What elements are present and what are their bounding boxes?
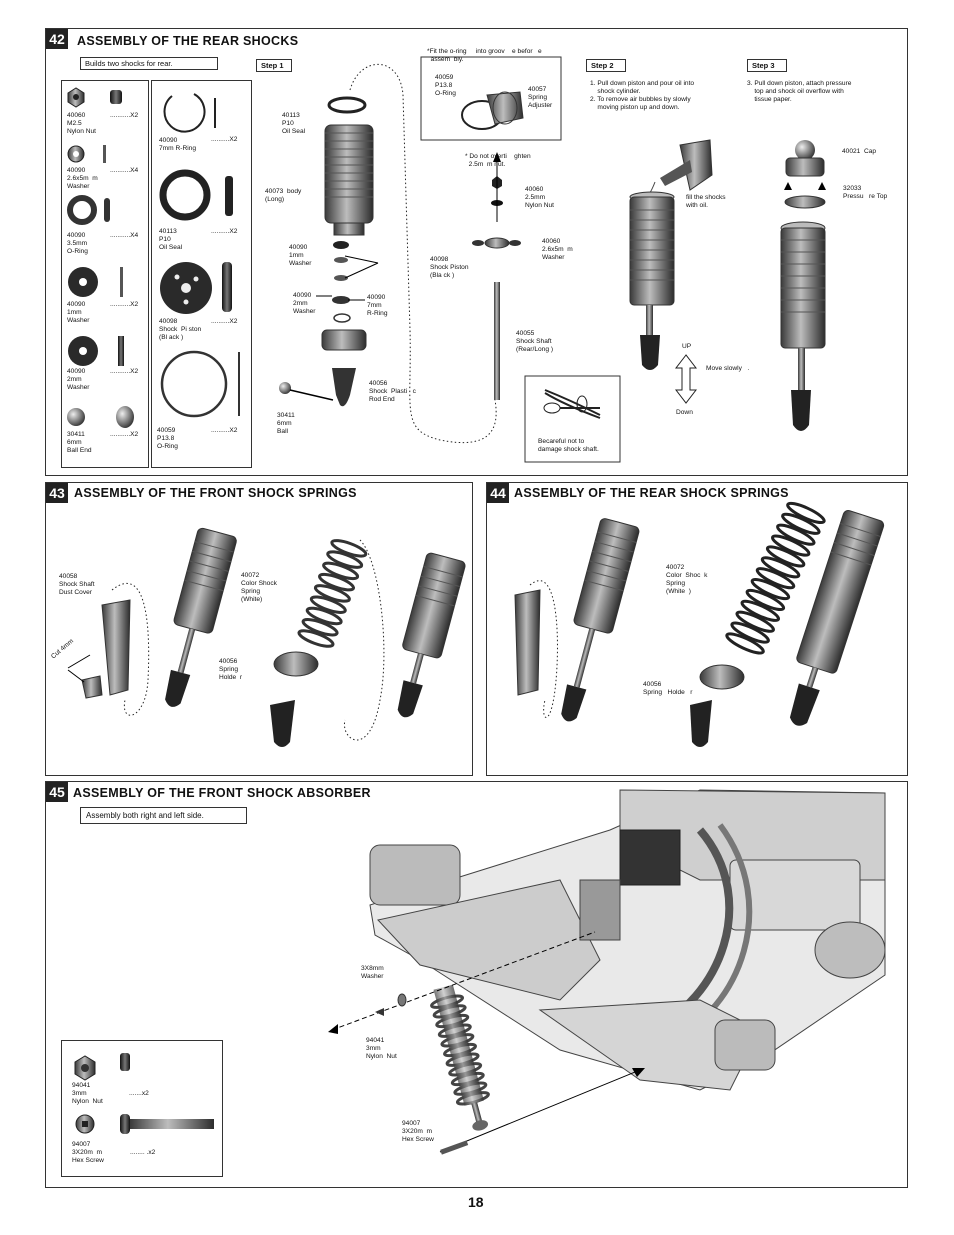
part-label: 40090 1mm Washer	[67, 301, 90, 324]
part-qty: ..........X2	[211, 427, 238, 434]
rodend-callout: 40056 Shock Plasti c Rod End	[369, 380, 416, 403]
nut-callout: 40060 2.5mm Nylon Nut	[525, 186, 554, 209]
shaft-callout: 40055 Shock Shaft (Rear/Long )	[516, 330, 554, 353]
part-qty: ..........X2	[211, 136, 238, 143]
part-qty: ...........X4	[110, 167, 139, 174]
section-44-panel	[486, 482, 908, 776]
page-number: 18	[468, 1194, 484, 1210]
step-2-text: 1. Pull down piston and pour oil into shock cylinder. 2. To remove air bubbles by slowly moving piston up and down.	[590, 80, 695, 111]
washer-1mm-callout: 40090 1mm Washer	[289, 244, 312, 267]
step-number-44: 44	[487, 483, 509, 503]
shock-cap-icon	[784, 140, 826, 208]
part-qty: ..........X2	[211, 228, 238, 235]
step-3-text: 3. Pull down piston, attach pressure top and shock oil overflow with tissue paper.	[747, 80, 852, 103]
part-label: 40059 P13.8 O-Ring	[157, 427, 178, 450]
spring-44-callout: 40072 Color Shoc k Spring (White )	[666, 564, 708, 595]
nut-45-callout: 94041 3mm Nylon Nut	[366, 1037, 397, 1060]
part-qty: ...........X2	[110, 112, 139, 119]
o-ring-p13-icon	[162, 352, 240, 416]
part-label: 40090 3.5mm O-Ring	[67, 232, 88, 255]
shock-shaft-exploded	[472, 152, 521, 400]
washer-icon	[68, 145, 106, 163]
section-42-note: Builds two shocks for rear.	[80, 57, 218, 70]
step-1-label: Step 1	[256, 59, 292, 72]
washer-26-callout: 40060 2.6x5m m Washer	[542, 238, 573, 261]
part-label: 30411 6mm Ball End	[67, 431, 92, 454]
up-down-arrow-icon	[676, 355, 696, 403]
r-ring-icon	[165, 94, 216, 132]
oring-note: *Fit the o-ring into groov e befor e assem bly.	[427, 48, 542, 63]
ball-callout: 30411 6mm Ball	[277, 412, 295, 435]
section-44-title: ASSEMBLY OF THE REAR SHOCK SPRINGS	[514, 486, 789, 500]
part-qty: ...........X2	[110, 301, 139, 308]
part-label: 40098 Shock Pi ston (Bl ack )	[159, 318, 202, 341]
part-label: 94007 3X20m m Hex Screw	[72, 1141, 104, 1164]
section-45-note: Assembly both right and left side.	[80, 807, 247, 824]
washer-1mm-icon	[68, 267, 123, 297]
pressure-top-callout: 32033 Pressu re Top	[843, 185, 888, 200]
section-43-panel	[45, 482, 473, 776]
part-qty: ........ .x2	[130, 1149, 156, 1156]
up-label: UP	[682, 343, 692, 350]
o-ring-icon	[70, 198, 110, 222]
overtighten-note: * Do not overti ghten 2.5m m nut.	[465, 153, 531, 168]
step-number-43: 43	[46, 483, 68, 503]
step-number-42: 42	[46, 29, 68, 49]
part-qty: ...........X2	[110, 431, 139, 438]
down-label: Down	[676, 409, 693, 416]
section-43-title: ASSEMBLY OF THE FRONT SHOCK SPRINGS	[74, 486, 357, 500]
part-label: 40090 2mm Washer	[67, 368, 90, 391]
shock-filling	[630, 192, 674, 370]
part-qty: .......x2	[129, 1090, 149, 1097]
part-qty: ...........X4	[110, 232, 139, 239]
step-number-45: 45	[46, 782, 68, 802]
step-3-label: Step 3	[747, 59, 787, 72]
careful-note: Becareful not to damage shock shaft.	[538, 438, 599, 453]
dust-cover-callout: 40058 Shock Shaft Dust Cover	[59, 573, 95, 596]
part-label: 40113 P10 Oil Seal	[159, 228, 183, 251]
rring-callout: 40090 7mm R-Ring	[367, 294, 388, 317]
holder-callout: 40056 Spring Holde r	[219, 658, 243, 681]
cut-note: Cut 4mm	[50, 637, 75, 661]
shock-piston-icon	[160, 262, 232, 314]
holder-44-callout: 40056 Spring Holde r	[643, 681, 693, 696]
step-2-label: Step 2	[586, 59, 626, 72]
oil-bottle-icon	[648, 140, 712, 196]
nylon-nut-icon	[68, 88, 122, 107]
section-45-title: ASSEMBLY OF THE FRONT SHOCK ABSORBER	[73, 786, 371, 800]
part-qty: ..........X2	[211, 318, 238, 325]
cap-callout: 40021 Cap	[842, 148, 877, 155]
body-callout: 40073 body (Long)	[265, 188, 302, 203]
fill-note: fill the shocks with oil.	[686, 194, 726, 209]
spring-callout: 40072 Color Shock Spring (White)	[241, 572, 277, 603]
screw-45-callout: 94007 3X20m m Hex Screw	[402, 1120, 434, 1143]
oil-seal-icon	[163, 173, 233, 217]
washer-45-callout: 3X8mm Washer	[361, 965, 384, 980]
washer-2mm-callout: 40090 2mm Washer	[293, 292, 316, 315]
oilseal-callout: 40113 P10 Oil Seal	[282, 112, 306, 135]
oring-callout: 40059 P13.8 O-Ring	[435, 74, 456, 97]
part-label: 94041 3mm Nylon Nut	[72, 1082, 103, 1105]
ball-end-icon	[67, 406, 134, 428]
piston-callout: 40098 Shock Piston (Bla ck )	[430, 256, 469, 279]
part-qty: ...........X2	[110, 368, 139, 375]
adjuster-callout: 40057 Spring Adjuster	[528, 86, 553, 109]
part-label: 40090 7mm R-Ring	[159, 137, 197, 152]
part-label: 40060 M2.5 Nylon Nut	[67, 112, 96, 135]
section-42-title: ASSEMBLY OF THE REAR SHOCKS	[77, 34, 299, 48]
part-label: 40090 2.6x5m m Washer	[67, 167, 98, 190]
move-slowly-note: Move slowly .	[706, 365, 750, 372]
shock-step3	[781, 222, 825, 431]
washer-2mm-icon	[68, 336, 124, 366]
